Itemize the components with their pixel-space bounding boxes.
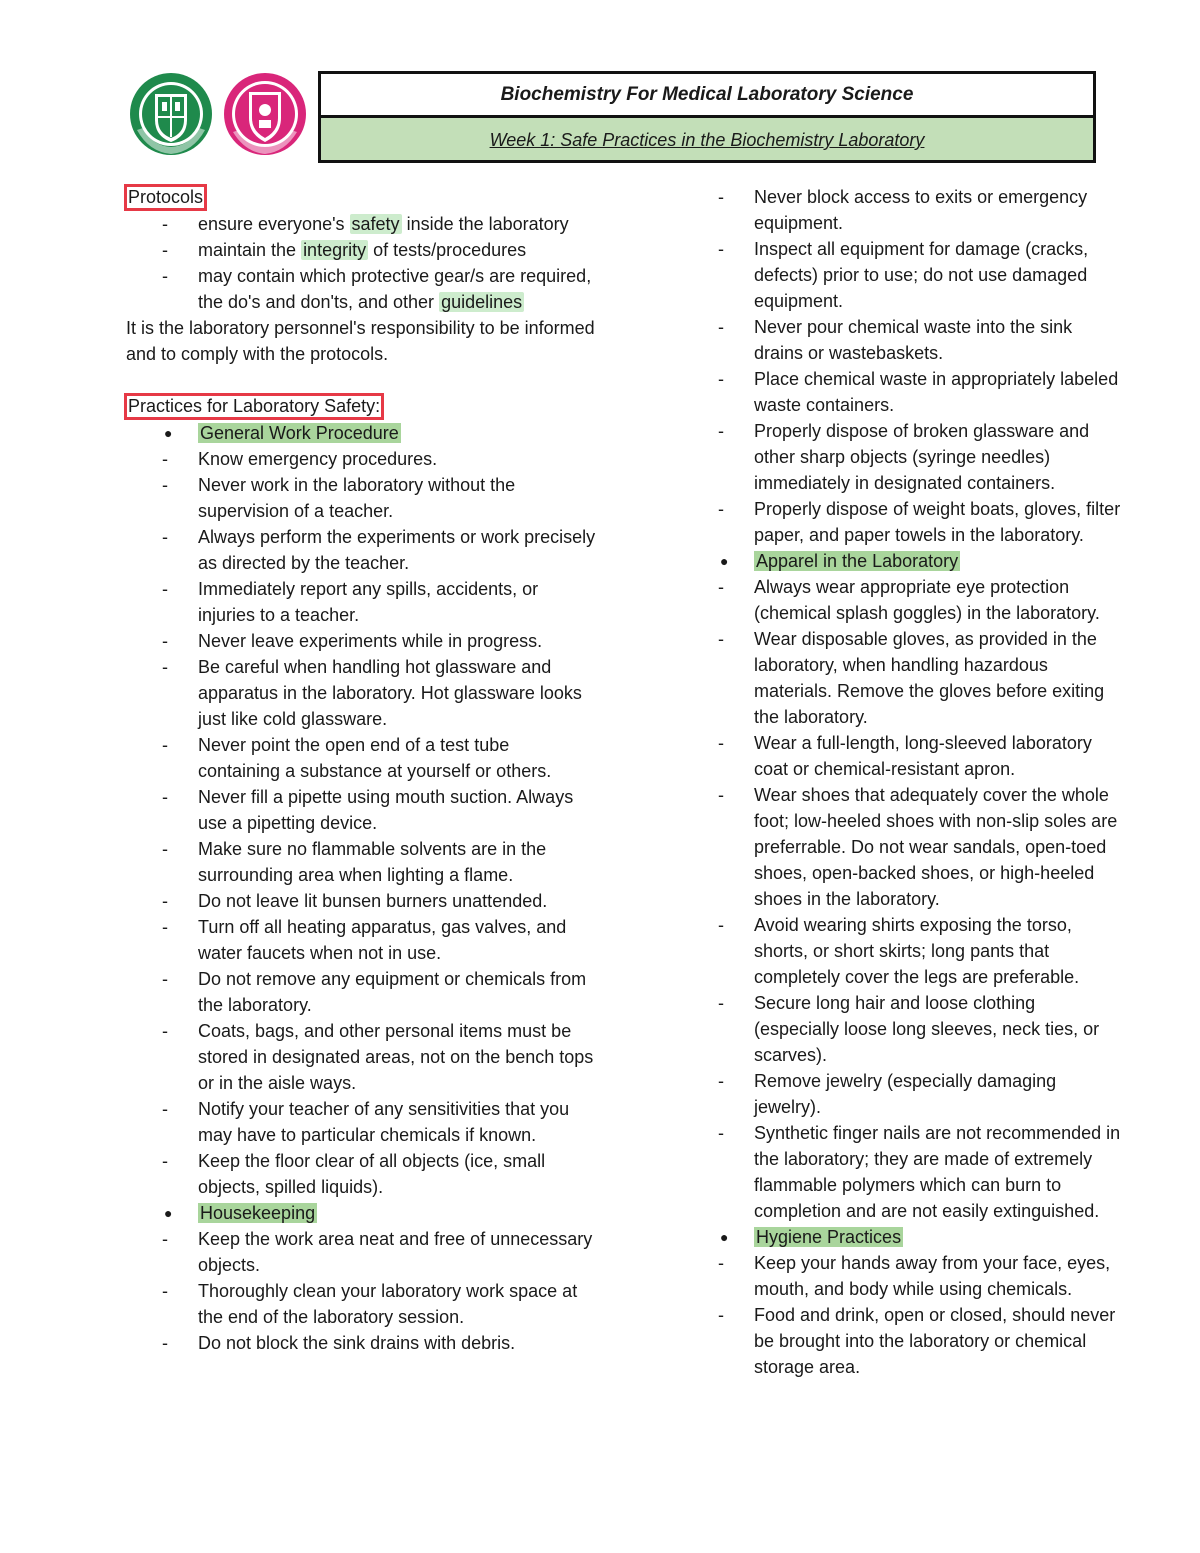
school-seal-green-logo bbox=[129, 70, 213, 158]
hygiene-list bbox=[682, 1250, 1122, 1380]
highlighted-keyword: safety bbox=[351, 214, 400, 234]
dash-marker: - bbox=[718, 733, 724, 753]
dash-marker: - bbox=[162, 735, 168, 755]
dash-marker: - bbox=[162, 579, 168, 599]
general-work-section bbox=[126, 420, 596, 446]
list-item-text: Do not remove any equipment or chemicals from the laboratory. bbox=[198, 969, 587, 1015]
dash-marker: - bbox=[718, 993, 724, 1013]
dash-marker: - bbox=[162, 1229, 168, 1249]
list-item bbox=[682, 730, 1122, 782]
dash-marker: - bbox=[718, 629, 724, 649]
general-work-list bbox=[126, 446, 596, 1200]
dash-marker: - bbox=[718, 1071, 724, 1091]
section-title: Apparel in the Laboratory bbox=[756, 551, 959, 571]
list-item bbox=[126, 784, 596, 836]
list-item bbox=[126, 446, 596, 472]
dash-marker: - bbox=[162, 1281, 168, 1301]
list-item-text: Remove jewelry (especially damaging jewelry). bbox=[754, 1071, 1057, 1117]
list-item-text: Never fill a pipette using mouth suction. Always use a pipetting device. bbox=[198, 787, 574, 833]
protocol-text: may contain which protective gear/s are required, the do's and don'ts, and other bbox=[198, 266, 592, 312]
dash-marker: - bbox=[718, 421, 724, 441]
list-item bbox=[126, 914, 596, 966]
apparel-list bbox=[682, 574, 1122, 1224]
list-item bbox=[126, 1226, 596, 1278]
dash-marker: - bbox=[162, 787, 168, 807]
housekeeping-list bbox=[126, 1226, 596, 1356]
housekeeping-section bbox=[126, 1200, 596, 1226]
list-item bbox=[682, 782, 1122, 912]
list-item-text: Always wear appropriate eye protection (chemical splash goggles) in the laboratory. bbox=[754, 577, 1100, 623]
list-item-text: Make sure no flammable solvents are in the surrounding area when lighting a flame. bbox=[198, 839, 547, 885]
dash-marker: - bbox=[162, 917, 168, 937]
list-item bbox=[682, 1068, 1122, 1120]
dash-marker: - bbox=[718, 785, 724, 805]
dash-marker: - bbox=[162, 1151, 168, 1171]
dash-marker: - bbox=[162, 449, 168, 469]
list-item bbox=[126, 1278, 596, 1330]
list-item-text: Food and drink, open or closed, should never be brought into the laboratory or chemical storage area. bbox=[754, 1305, 1116, 1377]
left-column bbox=[126, 184, 596, 1356]
list-item-text: Keep the work area neat and free of unnecessary objects. bbox=[198, 1229, 593, 1275]
list-item-text: Properly dispose of weight boats, gloves, filter paper, and paper towels in the laboratory. bbox=[754, 499, 1121, 545]
bullet-icon: ● bbox=[164, 425, 173, 441]
list-item-text: Never leave experiments while in progress. bbox=[198, 631, 543, 651]
list-item bbox=[126, 1148, 596, 1200]
list-item bbox=[682, 236, 1122, 314]
list-item-text: Keep your hands away from your face, eyes, mouth, and body while using chemicals. bbox=[754, 1253, 1111, 1299]
dash-marker: - bbox=[162, 969, 168, 989]
list-item bbox=[682, 314, 1122, 366]
dash-marker: - bbox=[162, 631, 168, 651]
bullet-icon: ● bbox=[164, 1205, 173, 1221]
list-item bbox=[126, 1330, 596, 1356]
list-item-text: Keep the floor clear of all objects (ice, small objects, spilled liquids). bbox=[198, 1151, 546, 1197]
protocol-item bbox=[126, 237, 596, 263]
housekeeping-continued-list bbox=[682, 184, 1122, 548]
protocol-text: ensure everyone's bbox=[198, 214, 350, 234]
list-item-text: Immediately report any spills, accidents, or injuries to a teacher. bbox=[198, 579, 539, 625]
list-item-text: Wear disposable gloves, as provided in the laboratory, when handling hazardous materials. Remove the gloves before exiting the laboratory. bbox=[754, 629, 1105, 727]
protocol-item bbox=[126, 263, 596, 315]
list-item bbox=[126, 654, 596, 732]
protocol-text: maintain the bbox=[198, 240, 302, 260]
list-item-text: Properly dispose of broken glassware and other sharp objects (syringe needles) immediately in designated containers. bbox=[754, 421, 1090, 493]
list-item-text: Never block access to exits or emergency equipment. bbox=[754, 187, 1088, 233]
protocols-list bbox=[126, 211, 596, 315]
section-title: Hygiene Practices bbox=[756, 1227, 902, 1247]
list-item-text: Turn off all heating apparatus, gas valves, and water faucets when not in use. bbox=[198, 917, 567, 963]
protocols-note: It is the laboratory personnel's responsibility to be informed and to comply with the protocols. bbox=[126, 318, 595, 364]
week-title: Week 1: Safe Practices in the Biochemistry Laboratory bbox=[321, 118, 1093, 160]
list-item bbox=[682, 1302, 1122, 1380]
list-item bbox=[126, 888, 596, 914]
list-item bbox=[682, 418, 1122, 496]
list-item-text: Do not block the sink drains with debris. bbox=[198, 1333, 516, 1353]
dash-marker: - bbox=[718, 369, 724, 389]
list-item-text: Coats, bags, and other personal items must be stored in designated areas, not on the bench tops or in the aisle ways. bbox=[198, 1021, 594, 1093]
dash-marker: - bbox=[718, 915, 724, 935]
list-item-text: Place chemical waste in appropriately labeled waste containers. bbox=[754, 369, 1119, 415]
list-item-text: Never point the open end of a test tube containing a substance at yourself or others. bbox=[198, 735, 552, 781]
list-item bbox=[682, 1250, 1122, 1302]
dash-marker: - bbox=[718, 577, 724, 597]
list-item-text: Do not leave lit bunsen burners unattended. bbox=[198, 891, 548, 911]
dash-marker: - bbox=[162, 839, 168, 859]
list-item-text: Notify your teacher of any sensitivities that you may have to particular chemicals if known. bbox=[198, 1099, 570, 1145]
list-item bbox=[126, 524, 596, 576]
list-item-text: Be careful when handling hot glassware and apparatus in the laboratory. Hot glassware looks just like cold glassware. bbox=[198, 657, 582, 729]
protocol-text: of tests/procedures bbox=[368, 240, 527, 260]
list-item bbox=[126, 576, 596, 628]
course-title: Biochemistry For Medical Laboratory Science bbox=[321, 74, 1093, 118]
hygiene-section bbox=[682, 1224, 1122, 1250]
document-header bbox=[318, 71, 1096, 163]
dash-marker: - bbox=[162, 475, 168, 495]
list-item bbox=[682, 990, 1122, 1068]
list-item bbox=[682, 184, 1122, 236]
list-item-text: Never work in the laboratory without the supervision of a teacher. bbox=[198, 475, 516, 521]
list-item-text: Wear a full-length, long-sleeved laboratory coat or chemical-resistant apron. bbox=[754, 733, 1092, 779]
highlighted-keyword: integrity bbox=[303, 240, 367, 260]
list-item bbox=[682, 574, 1122, 626]
bullet-icon: ● bbox=[720, 553, 729, 569]
list-item-text: Inspect all equipment for damage (cracks, defects) prior to use; do not use damaged equipment. bbox=[754, 239, 1089, 311]
section-title: General Work Procedure bbox=[200, 423, 399, 443]
protocols-heading: Protocols bbox=[124, 184, 207, 211]
protocol-item bbox=[126, 211, 596, 237]
list-item-text: Thoroughly clean your laboratory work space at the end of the laboratory session. bbox=[198, 1281, 578, 1327]
list-item bbox=[126, 732, 596, 784]
bullet-icon: ● bbox=[720, 1229, 729, 1245]
list-item bbox=[126, 836, 596, 888]
list-item bbox=[126, 472, 596, 524]
list-item bbox=[126, 1096, 596, 1148]
dash-marker: - bbox=[162, 1333, 168, 1353]
practices-heading: Practices for Laboratory Safety: bbox=[124, 393, 384, 420]
list-item-text: Know emergency procedures. bbox=[198, 449, 438, 469]
list-item-text: Synthetic finger nails are not recommended in the laboratory; they are made of extremely flammable polymers which can burn to completion and are not easily extinguished. bbox=[754, 1123, 1121, 1221]
list-item bbox=[682, 496, 1122, 548]
list-item-text: Secure long hair and loose clothing (especially loose long sleeves, neck ties, or scarves). bbox=[754, 993, 1100, 1065]
protocol-text: inside the laboratory bbox=[401, 214, 569, 234]
dash-marker: - bbox=[162, 1099, 168, 1119]
dash-marker: - bbox=[162, 891, 168, 911]
section-title: Housekeeping bbox=[200, 1203, 316, 1223]
list-item bbox=[682, 366, 1122, 418]
dash-marker: - bbox=[162, 527, 168, 547]
dash-marker: - bbox=[718, 317, 724, 337]
school-seal-pink-logo bbox=[223, 70, 307, 158]
dash-marker: - bbox=[162, 1021, 168, 1041]
dash-marker: - bbox=[718, 1305, 724, 1325]
list-item bbox=[682, 626, 1122, 730]
dash-marker: - bbox=[718, 187, 724, 207]
list-item bbox=[126, 966, 596, 1018]
list-item-text: Always perform the experiments or work precisely as directed by the teacher. bbox=[198, 527, 596, 573]
list-item bbox=[126, 1018, 596, 1096]
list-item bbox=[682, 912, 1122, 990]
list-item-text: Never pour chemical waste into the sink drains or wastebaskets. bbox=[754, 317, 1073, 363]
dash-marker: - bbox=[718, 239, 724, 259]
list-item-text: Wear shoes that adequately cover the whole foot; low-heeled shoes with non-slip soles are preferrable. Do not wear sandals, open-toed shoes, open-backed shoes, or high-heeled shoes in the laboratory. bbox=[754, 785, 1118, 909]
dash-marker: - bbox=[162, 214, 168, 234]
highlighted-keyword: guidelines bbox=[441, 292, 523, 312]
dash-marker: - bbox=[162, 657, 168, 677]
list-item bbox=[126, 628, 596, 654]
dash-marker: - bbox=[162, 266, 168, 286]
dash-marker: - bbox=[718, 1123, 724, 1143]
list-item bbox=[682, 1120, 1122, 1224]
right-column bbox=[682, 184, 1122, 1380]
list-item-text: Avoid wearing shirts exposing the torso, shorts, or short skirts; long pants that completely cover the legs are preferable. bbox=[754, 915, 1080, 987]
apparel-section bbox=[682, 548, 1122, 574]
dash-marker: - bbox=[718, 499, 724, 519]
dash-marker: - bbox=[162, 240, 168, 260]
dash-marker: - bbox=[718, 1253, 724, 1273]
